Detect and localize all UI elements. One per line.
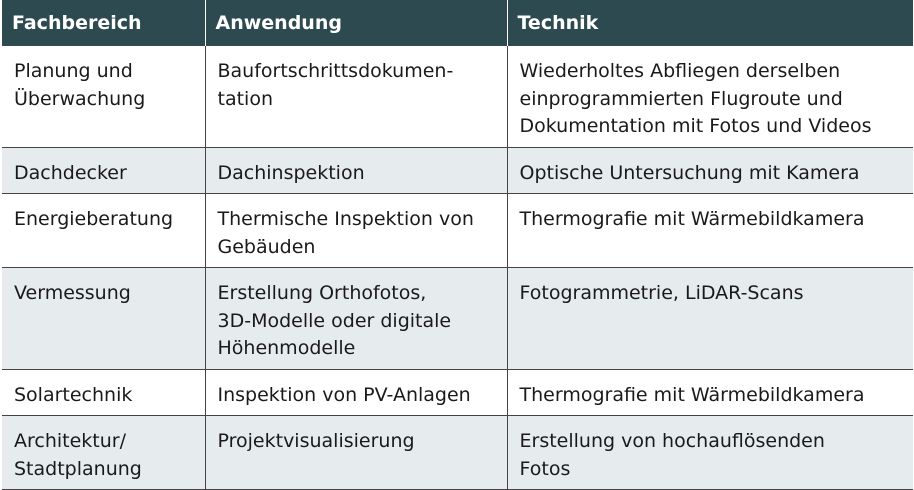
cell-text-line: Erstellung Orthofotos, bbox=[217, 282, 427, 304]
cell-fachbereich bbox=[2, 194, 205, 268]
cell-text-line: tation bbox=[217, 87, 273, 110]
cell-text-line: Höhenmodelle bbox=[217, 337, 356, 359]
drone-applications-table bbox=[2, 0, 913, 490]
cell-anwendung bbox=[205, 369, 507, 416]
cell-text-line: Baufortschrittsdokumen- bbox=[217, 60, 454, 82]
cell-fachbereich bbox=[2, 147, 205, 194]
cell-anwendung bbox=[205, 416, 507, 490]
cell-text-line: Optische Untersuchung mit Kamera bbox=[519, 161, 860, 184]
table-body bbox=[2, 46, 913, 490]
table-row bbox=[2, 46, 913, 147]
header-row bbox=[2, 0, 913, 46]
cell-technik bbox=[507, 268, 913, 370]
cell-text-line: Vermessung bbox=[14, 282, 131, 304]
table-row bbox=[2, 268, 913, 370]
cell-text-line: Gebäuden bbox=[217, 235, 316, 258]
cell-text-line: Thermografie mit Wärmebildkamera bbox=[519, 208, 865, 230]
cell-text-line: Fotos bbox=[519, 457, 571, 480]
cell-text-line: Thermografie mit Wärmebildkamera bbox=[519, 383, 865, 406]
cell-text-line: Erstellung von hochauflösenden bbox=[519, 430, 825, 452]
header-fachbereich: Fachbereich bbox=[2, 0, 205, 46]
cell-fachbereich bbox=[2, 369, 205, 416]
cell-technik bbox=[507, 416, 913, 490]
cell-fachbereich bbox=[2, 46, 205, 147]
cell-fachbereich bbox=[2, 416, 205, 490]
cell-text-line: einprogrammierten Flugroute und bbox=[519, 87, 843, 110]
cell-fachbereich bbox=[2, 268, 205, 370]
cell-text-line: Planung und bbox=[14, 60, 133, 82]
cell-text-line: Dachinspektion bbox=[217, 161, 365, 184]
cell-technik bbox=[507, 194, 913, 268]
cell-text-line: Dachdecker bbox=[14, 161, 127, 184]
cell-anwendung bbox=[205, 147, 507, 194]
cell-text-line: Projektvisualisierung bbox=[217, 430, 415, 452]
cell-text-line: Überwachung bbox=[14, 87, 146, 110]
cell-anwendung bbox=[205, 268, 507, 370]
cell-technik bbox=[507, 147, 913, 194]
header-anwendung: Anwendung bbox=[205, 0, 507, 46]
cell-anwendung bbox=[205, 46, 507, 147]
cell-text-line: Energieberatung bbox=[14, 208, 174, 230]
table-row bbox=[2, 194, 913, 268]
cell-text-line: Architektur/ bbox=[14, 430, 127, 452]
cell-text-line: Wiederholtes Abfliegen derselben bbox=[519, 60, 841, 82]
cell-text-line: 3D-Modelle oder digitale bbox=[217, 309, 452, 332]
table-row bbox=[2, 147, 913, 194]
table-row bbox=[2, 416, 913, 490]
table-header bbox=[2, 0, 913, 46]
cell-text-line: Thermische Inspektion von bbox=[217, 208, 474, 230]
cell-text-line: Dokumentation mit Fotos und Videos bbox=[519, 115, 872, 137]
cell-technik bbox=[507, 369, 913, 416]
cell-technik bbox=[507, 46, 913, 147]
cell-anwendung bbox=[205, 194, 507, 268]
table-row bbox=[2, 369, 913, 416]
cell-text-line: Solartechnik bbox=[14, 383, 133, 406]
cell-text-line: Inspektion von PV-Anlagen bbox=[217, 383, 471, 406]
cell-text-line: Fotogrammetrie, LiDAR-Scans bbox=[519, 282, 804, 304]
header-technik: Technik bbox=[507, 0, 913, 46]
cell-text-line: Stadtplanung bbox=[14, 457, 142, 480]
